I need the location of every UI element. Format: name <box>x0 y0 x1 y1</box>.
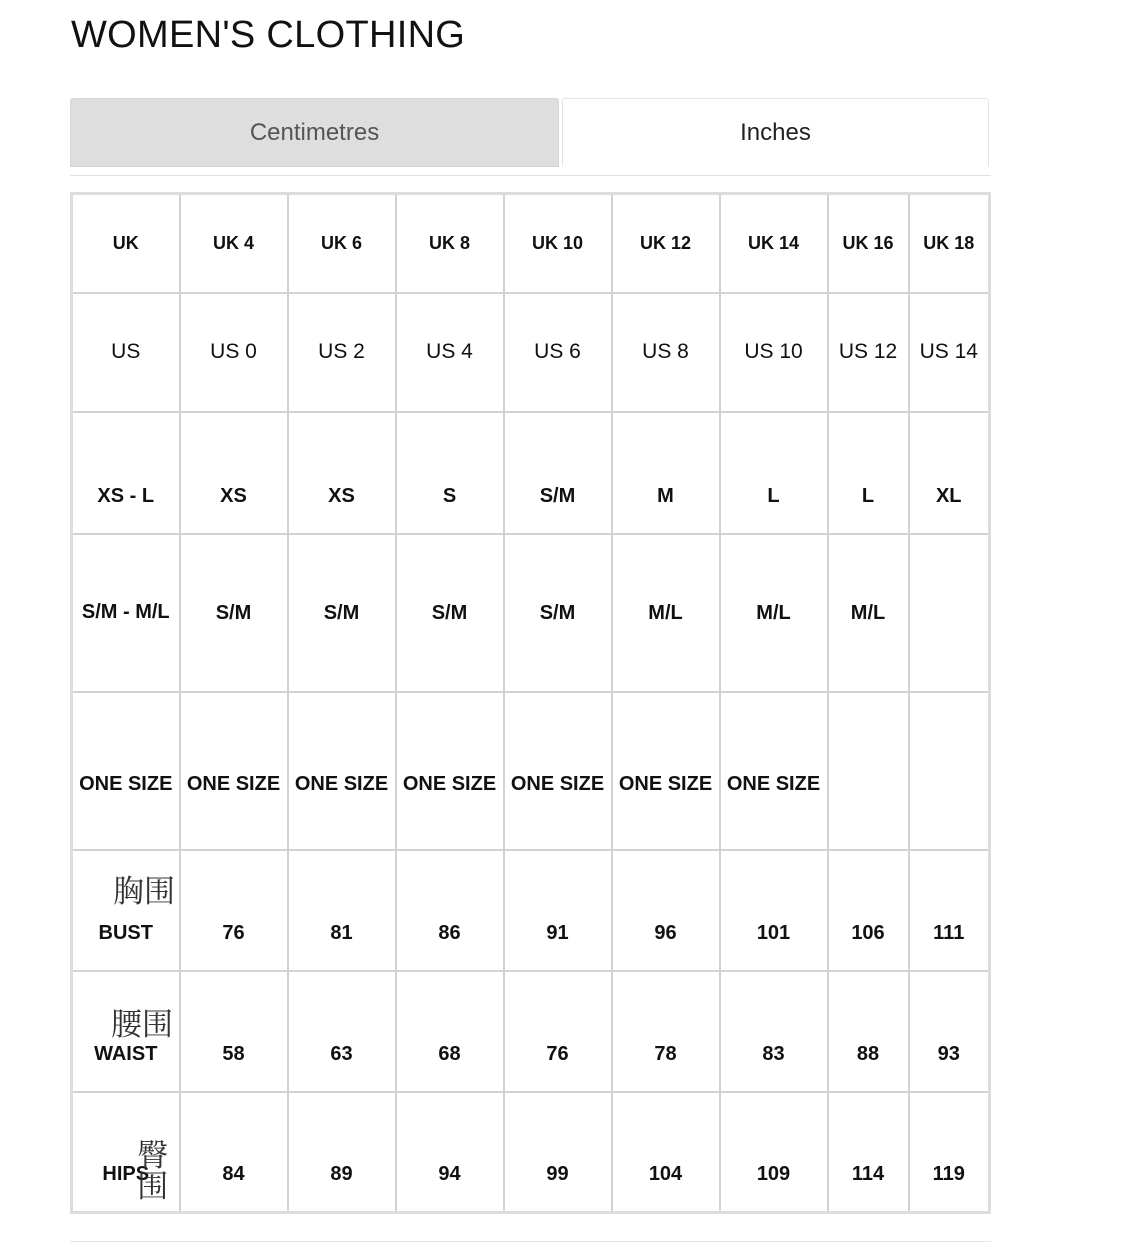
table-cell: US 10 <box>720 293 828 412</box>
table-cell: UK 18 <box>909 194 990 293</box>
row-label-bust-cell <box>72 850 180 971</box>
table-cell: US 8 <box>612 293 720 412</box>
table-cell: 109 <box>720 1092 828 1213</box>
row-hips <box>72 1092 990 1213</box>
table-cell: UK 4 <box>180 194 288 293</box>
table-cell <box>909 534 990 692</box>
table-cell: US 4 <box>396 293 504 412</box>
table-cell: 93 <box>909 971 990 1092</box>
tab-divider <box>70 175 991 176</box>
table-cell: S/M <box>180 534 288 692</box>
row-label-one-size: ONE SIZE <box>72 692 180 850</box>
table-cell: 104 <box>612 1092 720 1213</box>
table-cell: S/M <box>396 534 504 692</box>
table-cell: 83 <box>720 971 828 1092</box>
table-cell: ONE SIZE <box>612 692 720 850</box>
table-cell: XL <box>909 412 990 534</box>
table-cell: UK 6 <box>288 194 396 293</box>
table-cell: 58 <box>180 971 288 1092</box>
row-label-uk: UK <box>72 194 180 293</box>
bust-annotation: 胸围 <box>113 873 175 910</box>
tab-centimetres[interactable]: Centimetres <box>70 98 559 166</box>
table-cell: 84 <box>180 1092 288 1213</box>
table-cell: L <box>720 412 828 534</box>
table-cell: US 2 <box>288 293 396 412</box>
table-cell <box>828 692 909 850</box>
table-cell: ONE SIZE <box>720 692 828 850</box>
row-label-us: US <box>72 293 180 412</box>
table-cell: 106 <box>828 850 909 971</box>
tab-underline <box>70 166 559 167</box>
row-label-waist-cell <box>72 971 180 1092</box>
row-letter-size <box>72 412 990 534</box>
table-cell: 76 <box>504 971 612 1092</box>
row-label-hips-cell <box>72 1092 180 1213</box>
table-cell: 78 <box>612 971 720 1092</box>
table-cell: XS <box>180 412 288 534</box>
row-label-waist: WAIST <box>94 1042 158 1065</box>
page-title: WOMEN'S CLOTHING <box>71 14 466 56</box>
table-cell: 81 <box>288 850 396 971</box>
table-cell: S/M <box>504 534 612 692</box>
bottom-divider <box>70 1241 991 1242</box>
table-cell: L <box>828 412 909 534</box>
table-cell: UK 14 <box>720 194 828 293</box>
row-uk-size <box>72 194 990 293</box>
table-cell: ONE SIZE <box>180 692 288 850</box>
table-cell: 68 <box>396 971 504 1092</box>
table-cell: S/M <box>504 412 612 534</box>
hips-annotation: 臀围 <box>137 1137 169 1205</box>
table-cell: 96 <box>612 850 720 971</box>
table-cell: S <box>396 412 504 534</box>
row-label-sm-ml: S/M - M/L <box>72 534 180 692</box>
table-cell: M <box>612 412 720 534</box>
row-label-letter-size: XS - L <box>72 412 180 534</box>
table-cell: 91 <box>504 850 612 971</box>
table-cell: UK 8 <box>396 194 504 293</box>
table-cell: 101 <box>720 850 828 971</box>
tab-inches[interactable]: Inches <box>562 98 989 166</box>
row-bust <box>72 850 990 971</box>
row-waist <box>72 971 990 1092</box>
table-cell: S/M <box>288 534 396 692</box>
table-cell: US 14 <box>909 293 990 412</box>
row-label-bust: BUST <box>98 921 153 944</box>
table-cell: 94 <box>396 1092 504 1213</box>
table-cell: US 12 <box>828 293 909 412</box>
table-cell: M/L <box>612 534 720 692</box>
table-cell: ONE SIZE <box>504 692 612 850</box>
table-cell: UK 12 <box>612 194 720 293</box>
table-cell <box>909 692 990 850</box>
table-cell: 86 <box>396 850 504 971</box>
table-cell: 119 <box>909 1092 990 1213</box>
row-us-size <box>72 293 990 412</box>
table-cell: 88 <box>828 971 909 1092</box>
table-cell: ONE SIZE <box>396 692 504 850</box>
row-label-hips: HIPS <box>102 1163 150 1185</box>
table-cell: 99 <box>504 1092 612 1213</box>
table-cell: 63 <box>288 971 396 1092</box>
table-cell: US 0 <box>180 293 288 412</box>
table-cell: XS <box>288 412 396 534</box>
table-cell: M/L <box>720 534 828 692</box>
table-cell: 76 <box>180 850 288 971</box>
table-cell: 114 <box>828 1092 909 1213</box>
row-one-size <box>72 692 990 850</box>
table-cell: UK 16 <box>828 194 909 293</box>
size-chart-table <box>70 192 991 1214</box>
table-cell: 89 <box>288 1092 396 1213</box>
table-cell: M/L <box>828 534 909 692</box>
table-cell: ONE SIZE <box>288 692 396 850</box>
row-sm-ml-size <box>72 534 990 692</box>
table-cell: UK 10 <box>504 194 612 293</box>
table-cell: US 6 <box>504 293 612 412</box>
waist-annotation: 腰围 <box>111 1006 173 1043</box>
table-cell: 111 <box>909 850 990 971</box>
